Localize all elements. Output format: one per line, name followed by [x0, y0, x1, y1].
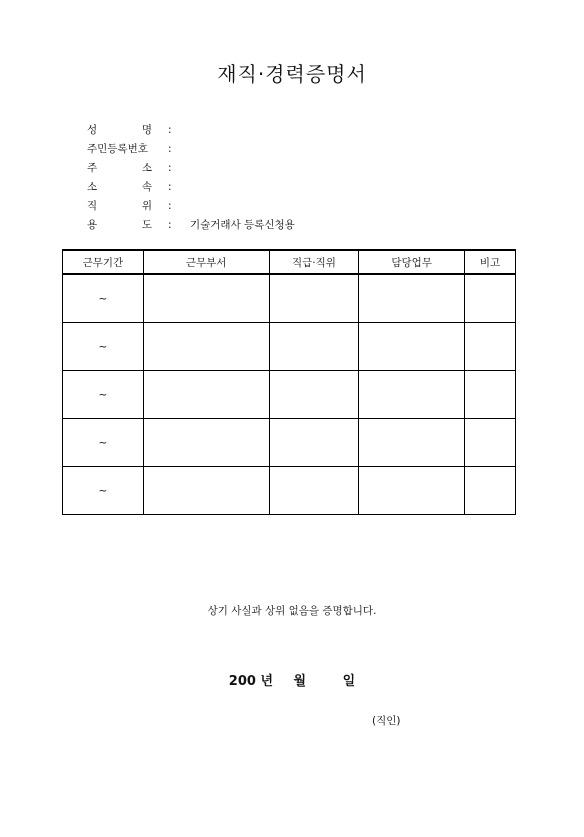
info-label-part: 위	[141, 200, 152, 212]
info-row-resident-number	[87, 139, 295, 158]
table-row	[63, 323, 516, 371]
official-seal-label: (직인)	[372, 715, 401, 727]
cell-department	[143, 371, 269, 419]
cell-duties	[359, 419, 465, 467]
info-label-part: 용	[87, 219, 98, 231]
cell-rank	[269, 467, 359, 515]
cell-period: ~	[63, 371, 144, 419]
cell-department	[143, 467, 269, 515]
table-row	[63, 371, 516, 419]
cell-duties	[359, 371, 465, 419]
info-label-part: 도	[141, 219, 152, 231]
header-rank: 직급·직위	[269, 250, 359, 274]
career-table	[62, 249, 516, 515]
cell-department	[143, 274, 269, 323]
info-label-part: 성	[87, 124, 98, 136]
date-month: 월	[293, 674, 307, 689]
cell-rank	[269, 371, 359, 419]
header-period: 근무기간	[63, 250, 144, 274]
cell-department	[143, 323, 269, 371]
cell-duties	[359, 467, 465, 515]
info-colon: :	[168, 180, 172, 193]
info-row-purpose	[87, 215, 295, 234]
cell-rank	[269, 419, 359, 467]
personal-info	[87, 120, 295, 234]
info-row-affiliation	[87, 177, 295, 196]
header-department: 근무부서	[143, 250, 269, 274]
info-colon: :	[168, 142, 172, 155]
cell-period: ~	[63, 323, 144, 371]
issue-date	[0, 670, 584, 689]
info-label-part: 직	[87, 200, 98, 212]
info-label-part: 주	[87, 162, 98, 174]
table-row	[63, 419, 516, 467]
info-value-purpose: 기술거래사 등록신청용	[190, 219, 295, 231]
certification-statement: 상기 사실과 상위 없음을 증명합니다.	[207, 605, 377, 617]
cell-period: ~	[63, 467, 144, 515]
document-title: 재직·경력증명서	[217, 62, 367, 86]
cell-remarks	[465, 467, 516, 515]
header-duties: 담당업무	[359, 250, 465, 274]
table-header-row	[63, 250, 516, 274]
date-day: 일	[342, 674, 356, 689]
info-label-part: 소	[87, 181, 98, 193]
info-colon: :	[168, 218, 172, 231]
cell-remarks	[465, 419, 516, 467]
info-label-part: 주민등록번호	[87, 143, 148, 155]
info-label-part: 명	[141, 124, 152, 136]
date-year: 200 년	[228, 674, 274, 689]
cell-duties	[359, 274, 465, 323]
cell-period: ~	[63, 419, 144, 467]
table-row	[63, 467, 516, 515]
cell-rank	[269, 323, 359, 371]
cell-rank	[269, 274, 359, 323]
info-colon: :	[168, 123, 172, 136]
cell-remarks	[465, 323, 516, 371]
cell-remarks	[465, 371, 516, 419]
info-label-part: 속	[141, 181, 152, 193]
info-colon: :	[168, 199, 172, 212]
info-row-position	[87, 196, 295, 215]
cell-remarks	[465, 274, 516, 323]
info-colon: :	[168, 161, 172, 174]
header-remarks: 비고	[465, 250, 516, 274]
info-row-address	[87, 158, 295, 177]
cell-duties	[359, 323, 465, 371]
info-label-part: 소	[141, 162, 152, 174]
cell-period: ~	[63, 274, 144, 323]
info-row-name	[87, 120, 295, 139]
table-row	[63, 274, 516, 323]
cell-department	[143, 419, 269, 467]
